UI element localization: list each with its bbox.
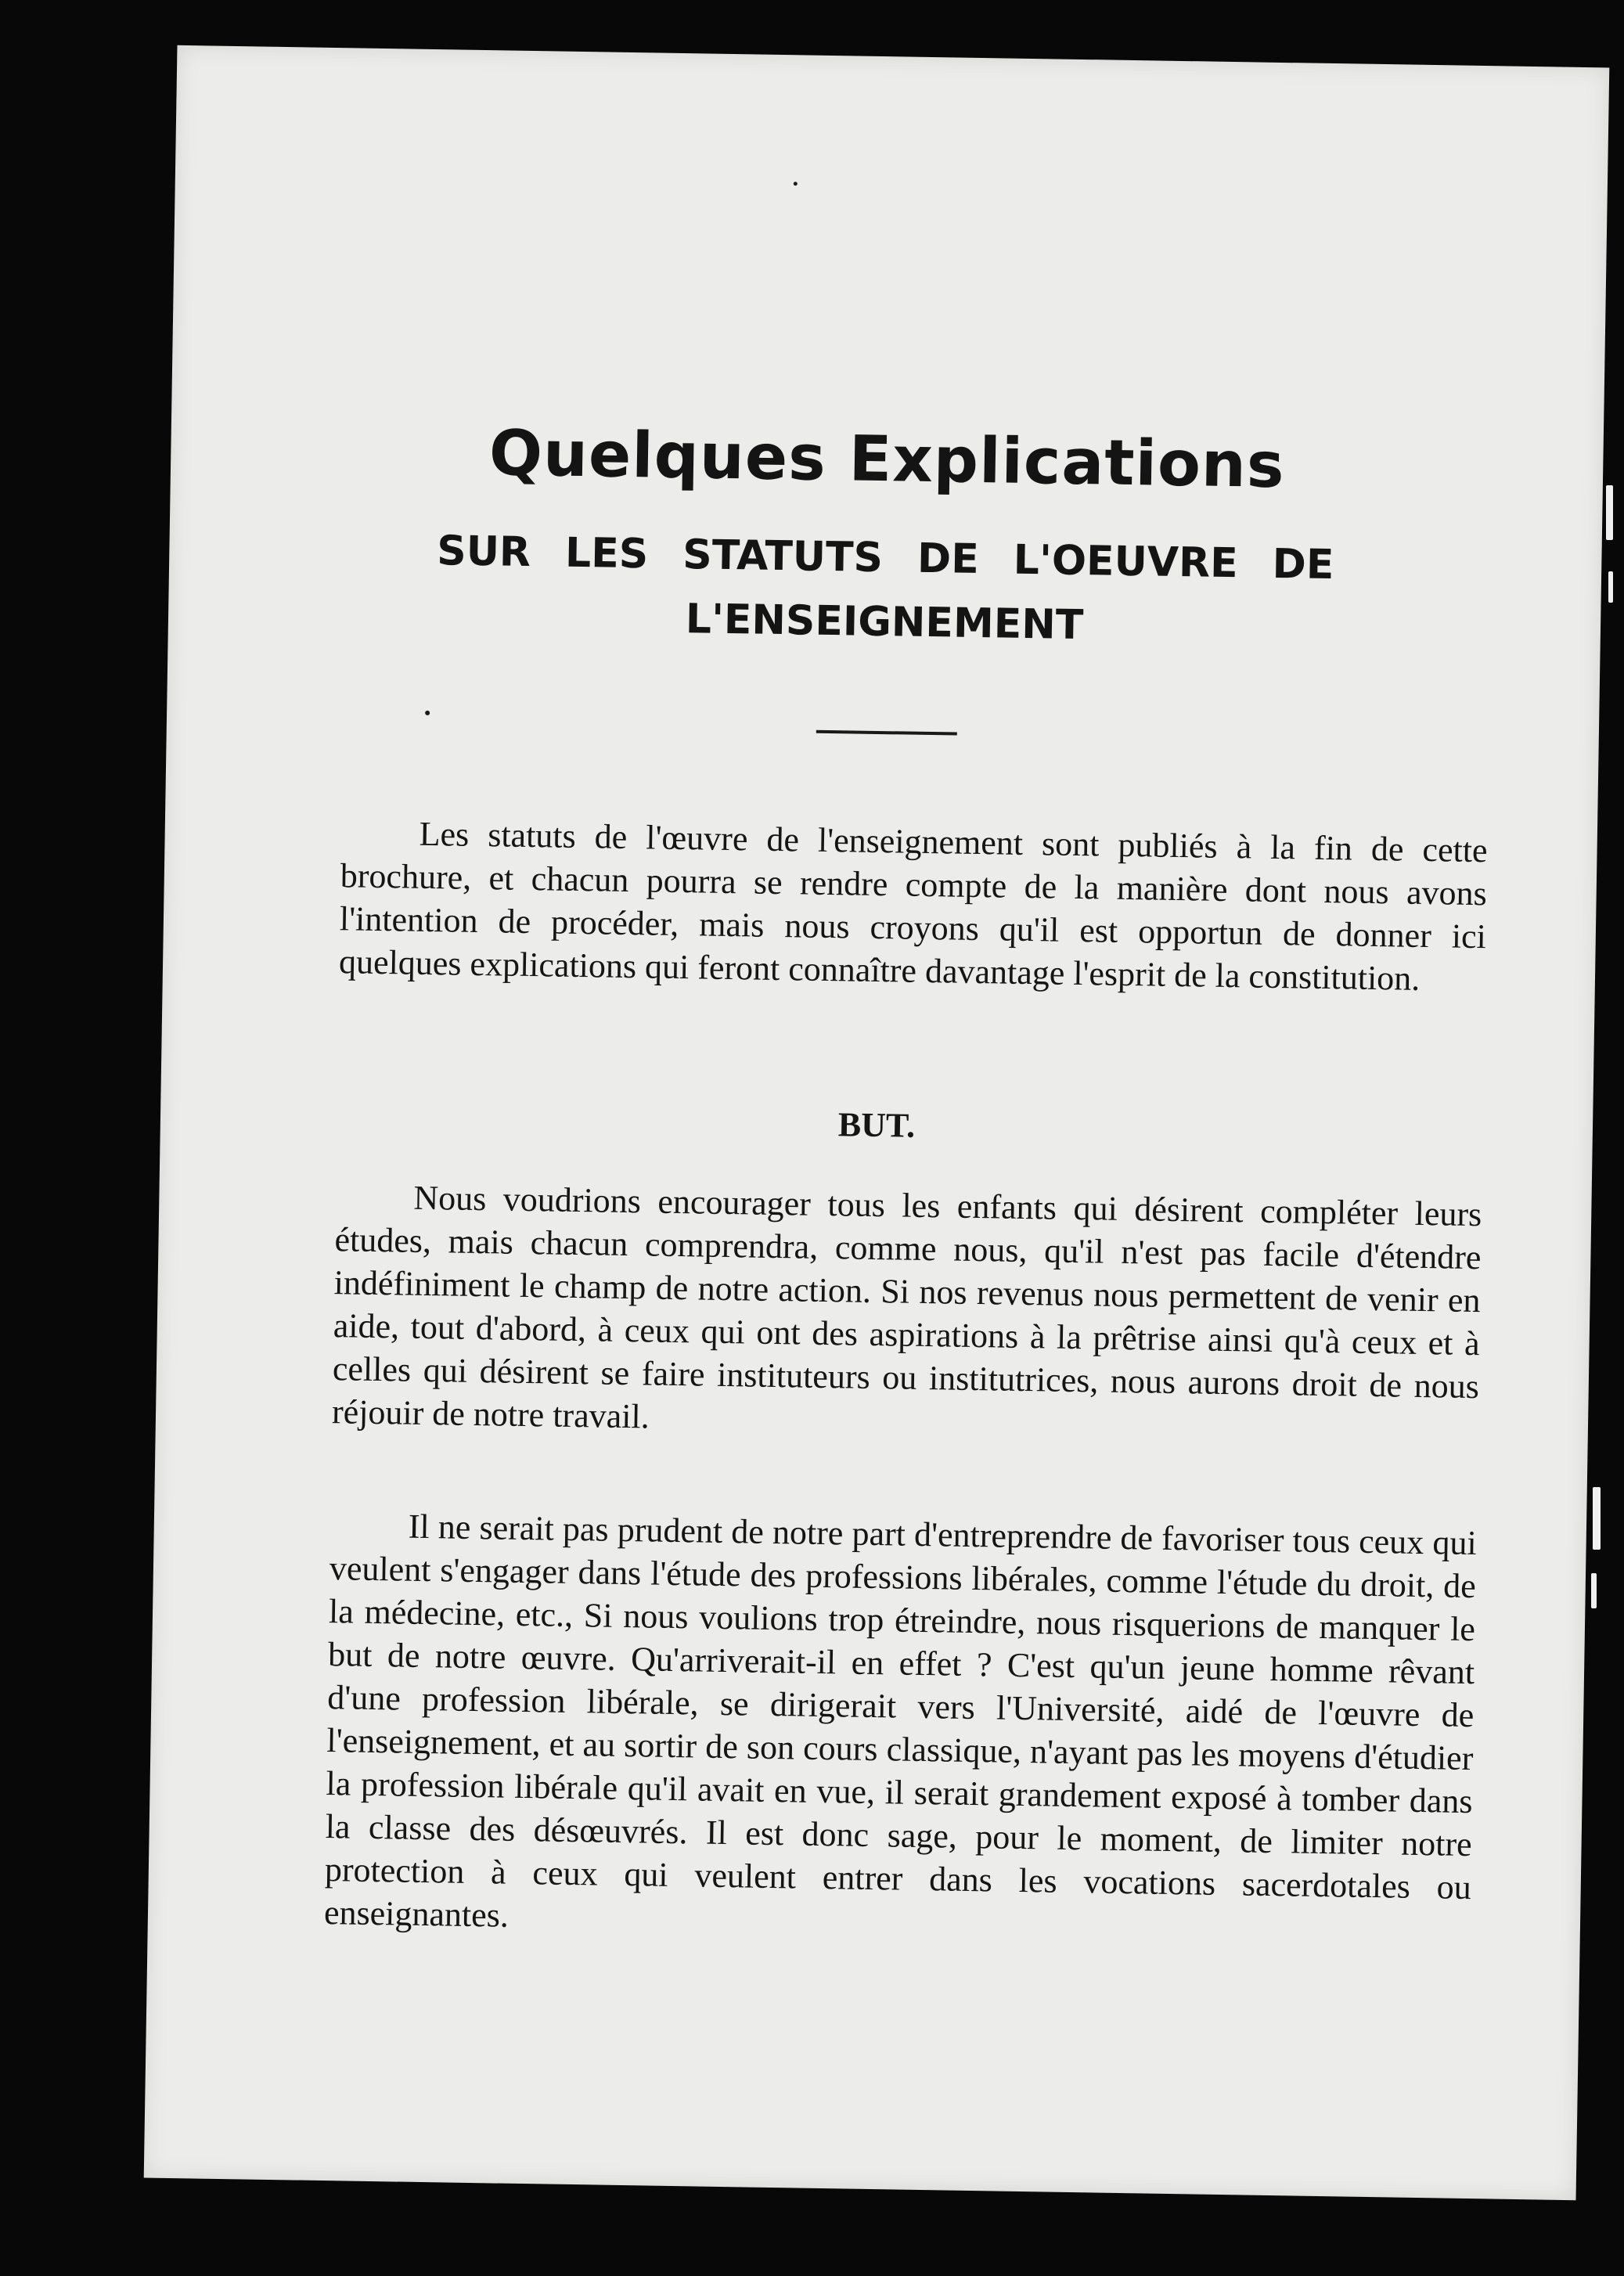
scan-edge-mark — [1591, 1573, 1597, 1608]
intro-paragraph: Les statuts de l'œuvre de l'enseignement sont publiés à la fin de cette brochure, et chacun pourra se rendre compte de la manière dont nous avons l'intention de procéder, mais nous croyons qu'il est opportun de donner ici quelques explications qui feront connaître davantage l'esprit de la constitution. — [338, 814, 1488, 998]
dust-speck — [425, 711, 430, 715]
scan-edge-mark — [1608, 571, 1613, 603]
purpose-paragraph: Nous voudrions encourager tous les enfants qui désirent compléter leurs études, mais chacun comprendra, comme nous, qu'il n'est pas facile d'étendre indéfiniment le champ de notre action. Si nos revenus nous permettent de venir en aide, tout d'abord, à ceux qui ont des aspirations à la prêtrise ainsi qu'à ceux et à celles qui désirent se faire instituteurs ou institutrices, nous aurons droit de nous réjouir de notre travail. — [331, 1178, 1482, 1436]
document-page — [144, 45, 1610, 2200]
scan-edge-mark — [1593, 1487, 1601, 1550]
scan-edge-mark — [1606, 485, 1613, 540]
section-heading: BUT. — [837, 1105, 916, 1145]
document-title: Quelques Explications — [488, 416, 1286, 502]
dust-speck — [794, 182, 798, 185]
caution-paragraph: Il ne serait pas prudent de notre part d'entreprendre de favoriser tous ceux qui veulent s'engager dans l'étude des professions libérales, comme l'étude du droit, de la médecine, etc., Si nous voulions trop étreindre, nous risquerions de manquer le but de notre œuvre. Qu'arriverait-il en effet ? C'est qu'un jeune homme rêvant d'une profession libérale, se dirigerait vers l'Université, aidé de l'œuvre de l'enseignement, et au sortir de son cours classique, n'ayant pas les moyens d'étudier la profession libérale qu'il avait en vue, il serait grandement exposé à tomber dans la classe des désœuvrés. Il est donc sage, pour le moment, de limiter notre protection à ceux qui veulent entrer dans les vocations sacerdotales ou enseignantes. — [323, 1507, 1478, 1935]
document-subtitle: SUR LES STATUTS DE L'OEUVRE DE L'ENSEIGNEMENT — [436, 528, 1334, 650]
title-divider — [816, 730, 957, 736]
